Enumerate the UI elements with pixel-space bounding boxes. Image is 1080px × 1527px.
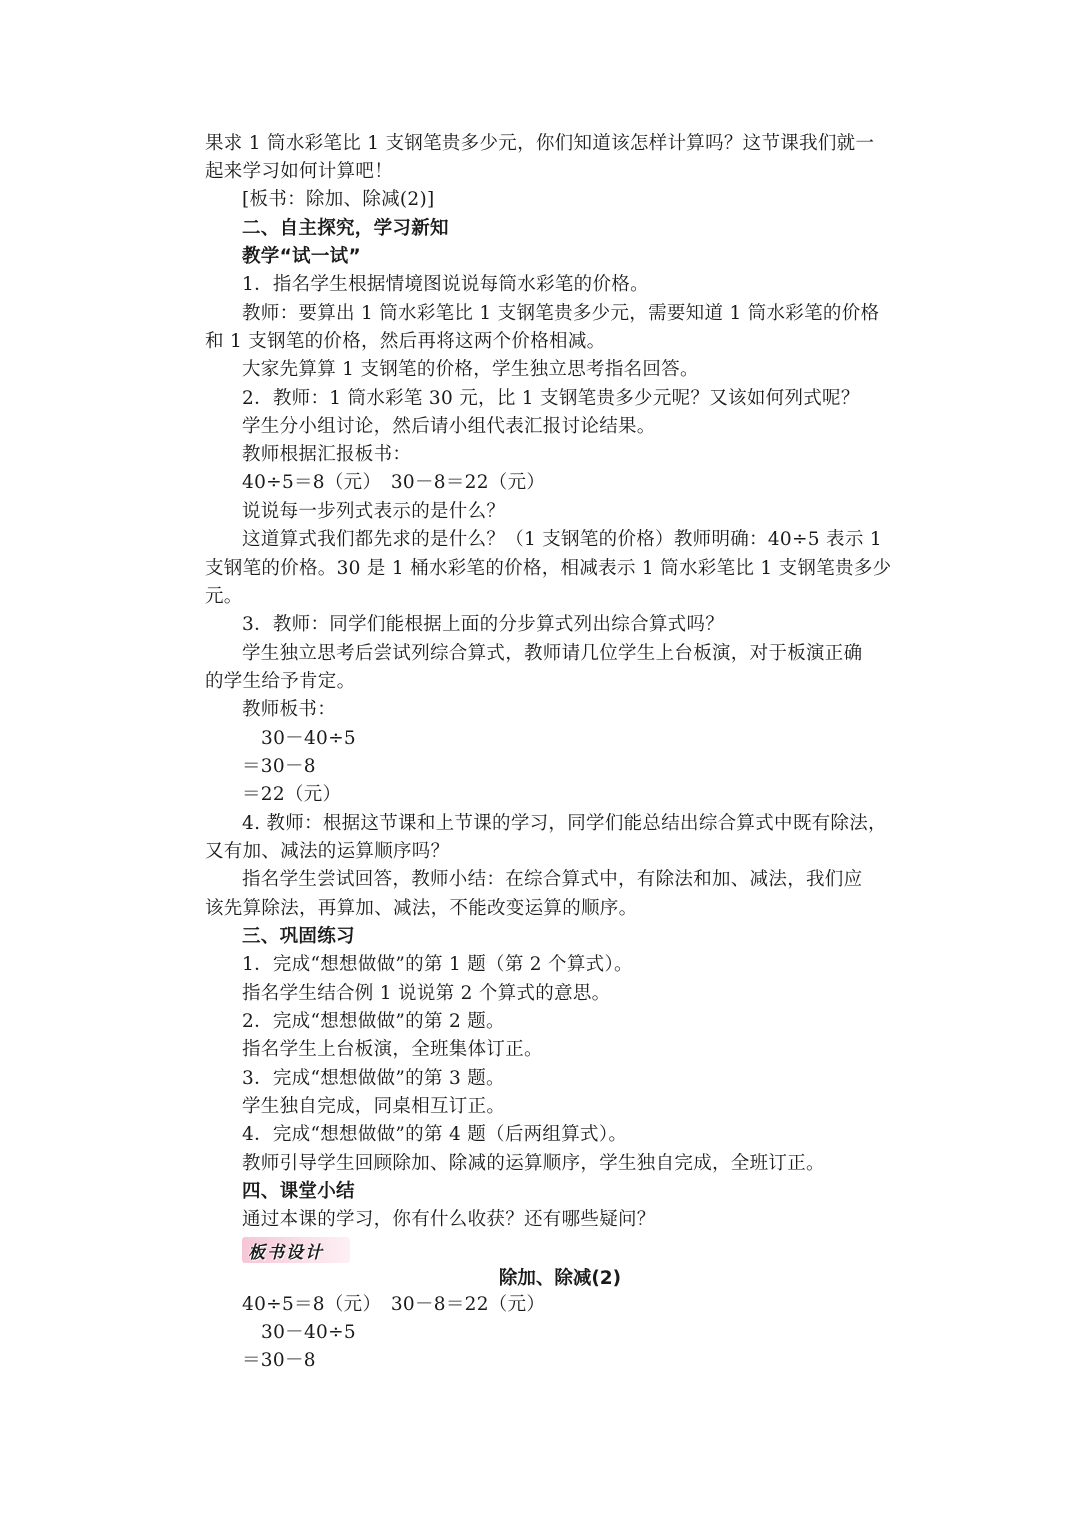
text-line: 3．完成“想想做做”的第 3 题。 [242,1068,505,1089]
board-formula-line: 30－40÷5 [261,1322,356,1343]
board-formula-line: 40÷5＝8（元） 30－8＝22（元） [242,1294,546,1315]
text-line: 的学生给予肯定。 [205,671,356,692]
text-line: 又有加、减法的运算顺序吗？ [205,841,450,862]
text-line: 2．教师：1 筒水彩笔 30 元，比 1 支钢笔贵多少元呢？又该如何列式呢？ [242,388,860,409]
board-design-badge-label: 板书设计 [248,1242,324,1263]
text-line: 教师板书： [242,699,337,720]
text-line: 1．完成“想想做做”的第 1 题（第 2 个算式）。 [242,954,633,975]
text-line: 教师：要算出 1 筒水彩笔比 1 支钢笔贵多少元，需要知道 1 筒水彩笔的价格 [242,303,880,324]
text-line: 这道算式我们都先求的是什么？（1 支钢笔的价格）教师明确：40÷5 表示 1 [242,529,882,550]
text-line: 教师根据汇报板书： [242,444,412,465]
section-heading: 二、自主探究，学习新知 [242,218,449,239]
formula-line: 40÷5＝8（元） 30－8＝22（元） [242,472,546,493]
text-line: 通过本课的学习，你有什么收获？还有哪些疑问？ [242,1209,656,1230]
text-line: 元。 [205,586,243,607]
text-line: 指名学生结合例 1 说说第 2 个算式的意思。 [242,983,611,1004]
text-line: 4. 教师：根据这节课和上节课的学习，同学们能总结出综合算式中既有除法， [242,813,887,834]
text-line: [板书：除加、除减(2)] [242,189,435,210]
board-formula-line: ＝30－8 [242,1350,316,1371]
text-line: 说说每一步列式表示的是什么？ [242,501,506,522]
text-line: 指名学生尝试回答，教师小结：在综合算式中，有除法和加、减法，我们应 [242,869,863,890]
board-design-badge [242,1237,350,1263]
text-line: 该先算除法，再算加、减法，不能改变运算的顺序。 [205,898,638,919]
subsection-heading: 教学“试一试” [242,246,361,267]
text-line: 和 1 支钢笔的价格，然后再将这两个价格相减。 [205,331,606,352]
text-line: 指名学生上台板演，全班集体订正。 [242,1039,543,1060]
text-line: 学生独立思考后尝试列综合算式，教师请几位学生上台板演，对于板演正确 [242,643,863,664]
formula-line: ＝22（元） [242,784,342,805]
text-line: 4．完成“想想做做”的第 4 题（后两组算式）。 [242,1124,628,1145]
text-line: 教师引导学生回顾除加、除减的运算顺序，学生独自完成，全班订正。 [242,1153,825,1174]
text-line: 3．教师：同学们能根据上面的分步算式列出综合算式吗？ [242,614,725,635]
formula-line: 30－40÷5 [261,728,356,749]
board-title: 除加、除减(2) [498,1268,622,1289]
section-heading: 三、巩固练习 [242,926,355,947]
text-line: 学生独自完成，同桌相互订正。 [242,1096,506,1117]
formula-line: ＝30－8 [242,756,316,777]
section-heading: 四、课堂小结 [242,1181,355,1202]
text-line: 大家先算算 1 支钢笔的价格，学生独立思考指名回答。 [242,359,699,380]
text-line: 支钢笔的价格。30 是 1 桶水彩笔的价格，相减表示 1 筒水彩笔比 1 支钢笔贵多少 [205,558,892,579]
text-line: 2．完成“想想做做”的第 2 题。 [242,1011,505,1032]
text-line: 学生分小组讨论，然后请小组代表汇报讨论结果。 [242,416,656,437]
text-line: 果求 1 筒水彩笔比 1 支钢笔贵多少元，你们知道该怎样计算吗？这节课我们就一 [205,133,875,154]
text-line: 起来学习如何计算吧！ [205,161,394,182]
text-line: 1．指名学生根据情境图说说每筒水彩笔的价格。 [242,274,649,295]
